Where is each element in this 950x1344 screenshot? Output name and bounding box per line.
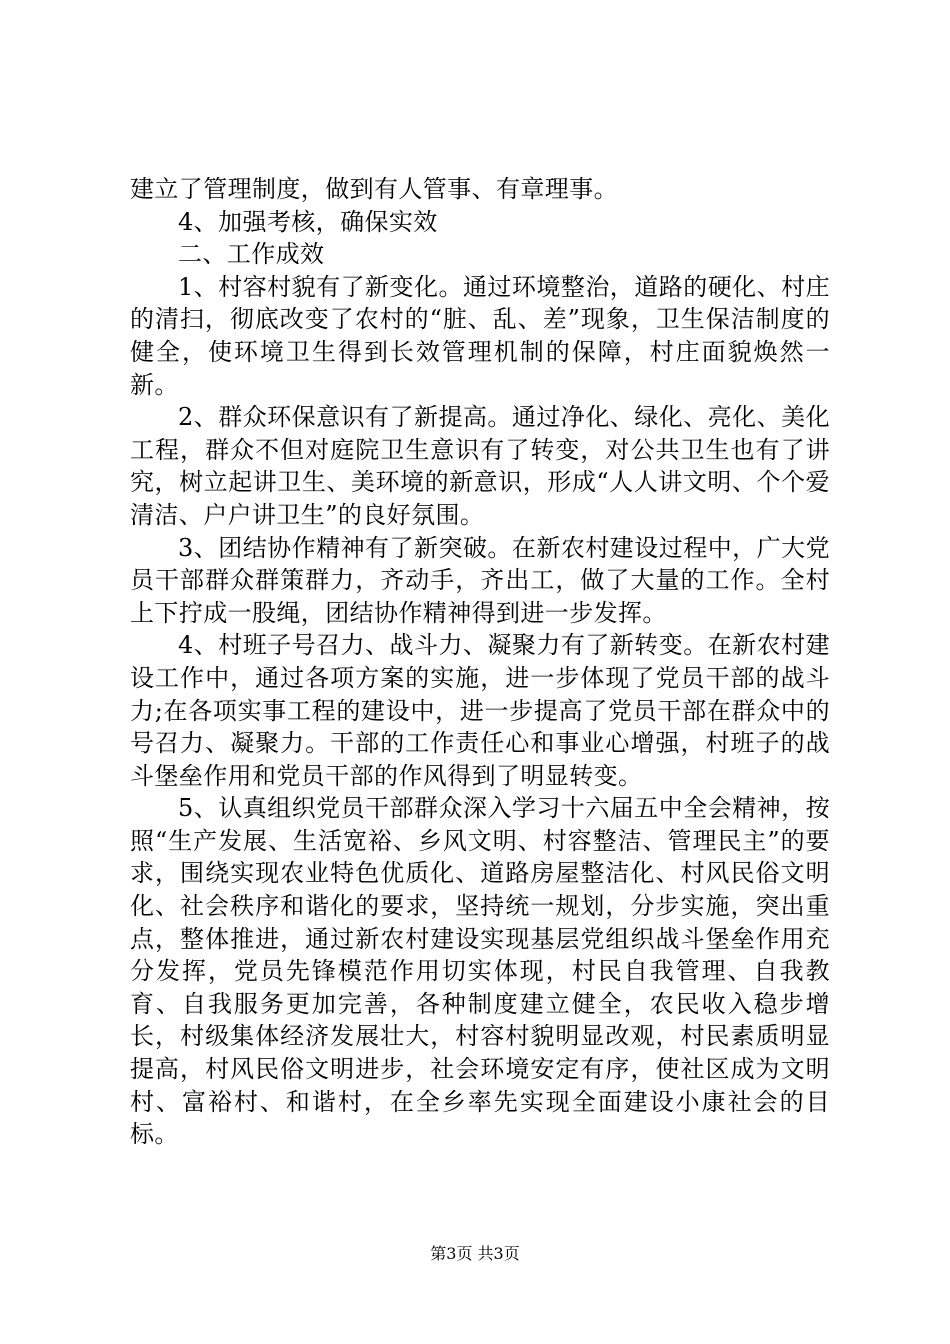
paragraph-result-2: 2、群众环保意识有了新提高。通过净化、绿化、亮化、美化工程，群众不但对庭院卫生意识有了转变，对公共卫生也有了讲究，树立起讲卫生、美环境的新意识，形成“人人讲文明、个个爱清洁、户户讲卫生”的良好氛围。 <box>130 403 830 529</box>
paragraph-item-4-heading: 4、加强考核，确保实效 <box>178 207 438 236</box>
paragraph-result-1: 1、村容村貌有了新变化。通过环境整治，道路的硬化、村庄的清扫，彻底改变了农村的“脏、乱、差”现象，卫生保洁制度的健全，使环境卫生得到长效管理机制的保障，村庄面貌焕然一新。 <box>130 272 830 399</box>
section-heading-work-results: 二、工作成效 <box>178 240 325 269</box>
page-number-label: 第3页 共3页 <box>430 1244 520 1263</box>
document-body <box>130 173 830 1151</box>
paragraph-result-4: 4、村班子号召力、战斗力、凝聚力有了新转变。在新农村建设工作中，通过各项方案的实施，进一步体现了党员干部的战斗力;在各项实事工程的建设中，进一步提高了党员干部在群众中的号召力、凝聚力。干部的工作责任心和事业心增强，村班子的战斗堡垒作用和党员干部的作风得到了明显转变。 <box>130 631 830 790</box>
paragraph-result-3: 3、团结协作精神有了新突破。在新农村建设过程中，广大党员干部群众群策群力，齐动手，齐出工，做了大量的工作。全村上下拧成一股绳，团结协作精神得到进一步发挥。 <box>130 533 830 627</box>
page-footer <box>0 1244 950 1264</box>
paragraph-result-5: 5、认真组织党员干部群众深入学习十六届五中全会精神，按照“生产发展、生活宽裕、乡风文明、村容整洁、管理民主”的要求，围绕实现农业特色优质化、道路房屋整洁化、村风民俗文明化、社会秩序和谐化的要求，坚持统一规划，分步实施，突出重点，整体推进，通过新农村建设实现基层党组织战斗堡垒作用充分发挥，党员先锋模范作用切实体现，村民自我管理、自我教育、自我服务更加完善，各种制度建立健全，农民收入稳步增长，村级集体经济发展壮大，村容村貌明显改观，村民素质明显提高，村风民俗文明进步，社会环境安定有序，使社区成为文明村、富裕村、和谐村，在全乡率先实现全面建设小康社会的目标。 <box>130 794 830 1149</box>
paragraph-continuation: 建立了管理制度，做到有人管事、有章理事。 <box>130 175 618 203</box>
